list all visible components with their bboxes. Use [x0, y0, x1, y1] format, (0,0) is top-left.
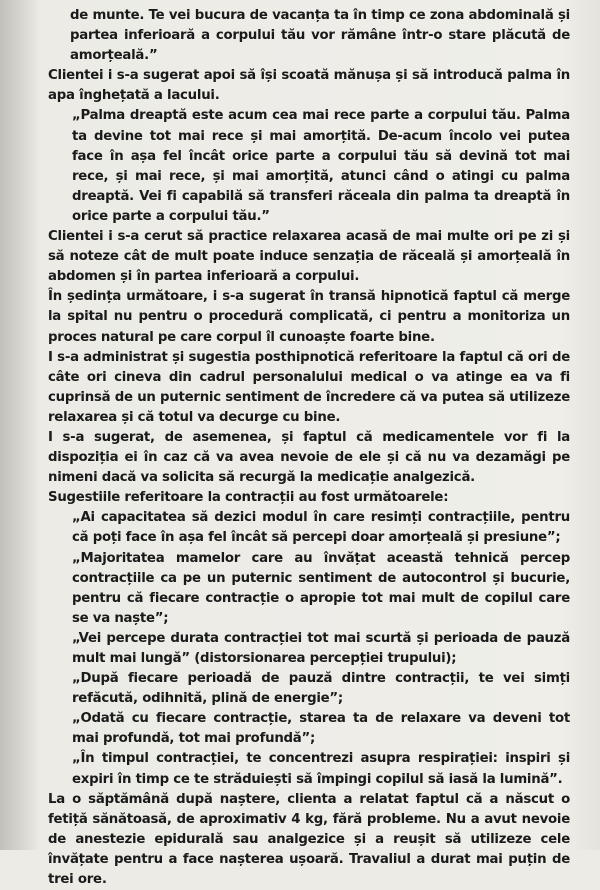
paragraph: Clientei i s-a cerut să practice relaxarea acasă de mai multe ori pe zi și să noteze cât de mult poate induce senzația de răceală și amorțeală în abdomen și în partea inferioară a corpului.: [48, 229, 570, 285]
quoted-suggestion: „Odată cu fiecare contracție, starea ta de relaxare va deveni tot mai profundă, tot mai profundă”;: [72, 711, 570, 747]
quoted-suggestion: „În timpul contracției, te concentrezi asupra respirației: inspiri și expiri în timp ce te străduiești să împingi copilul să iasă la lumină”.: [72, 751, 570, 787]
page-gutter-shadow: [0, 0, 40, 850]
paragraph: La o săptămână după naștere, clienta a relatat faptul că a născut o fetiță sănătoasă, de aproximativ 4 kg, fără probleme. Nu a avut nevoie de anestezie epidurală sau analgezice și a reușit să utilizeze cele învățate pentru a face nașterea ușoară. Travaliul a durat mai puțin de trei ore.: [48, 791, 570, 888]
quoted-suggestion: „Vei percepe durata contracției tot mai scurtă și perioada de pauză mult mai lungă” (distorsionarea percepției trupului);: [72, 630, 570, 666]
paragraph-continuation: de munte. Te vei bucura de vacanța ta în timp ce zona abdominală și partea inferioară a corpului tău vor rămâne într-o stare plăcută de amorțeală.”: [70, 8, 570, 64]
paragraph: Sugestiile referitoare la contracții au fost următoarele:: [48, 490, 449, 506]
paragraph: I s-a administrat și sugestia posthipnotică referitoare la faptul că ori de câte ori cineva din cadrul personalului medical o va atinge ea va fi cuprinsă de un puternic sentiment de încredere că va putea să utilizeze relaxarea și că totul va decurge cu bine.: [48, 349, 570, 425]
paragraph: I s-a sugerat, de asemenea, și faptul că medicamentele vor fi la dispoziția ei în caz că va avea nevoie de ele și că nu va dezamăgi pe nimeni dacă va solicita să recurgă la medicație analgezică.: [48, 429, 570, 486]
quoted-suggestion: „După fiecare perioadă de pauză dintre contracții, te vei simți refăcută, odihnită, plină de energie”;: [72, 671, 570, 707]
quoted-suggestion: „Majoritatea mamelor care au învățat această tehnică percep contracțiile ca pe un puternic sentiment de autocontrol și bucurie, pentru că fiecare contracție o apropie tot mai mult de copilul care se va naște”;: [72, 550, 570, 626]
quoted-suggestion: „Ai capacitatea să dezici modul în care resimți contracțiile, pentru că poți face în așa fel încât să percepi doar amorțeală și presiune”;: [72, 510, 570, 546]
quoted-suggestion: „Palma dreaptă este acum cea mai rece parte a corpului tău. Palma ta devine tot mai rece și mai amorțită. De-acum încolo vei putea face în așa fel încât orice parte a corpului tău să devină tot mai rece, și mai rece, și mai amorțită, atunci când o atingi cu palma dreaptă. Vei fi capabilă să transferi răceala din palma ta dreaptă în orice parte a corpului tău.”: [72, 108, 570, 224]
paragraph: Clientei i s-a sugerat apoi să își scoată mănușa și să introducă palma în apa înghețată a lacului.: [48, 68, 570, 104]
paragraph: În ședința următoare, i s-a sugerat în transă hipnotică faptul că merge la spital nu pentru o procedură complicată, ci pentru a monitoriza un proces natural pe care corpul îl cunoaște foarte bine.: [48, 289, 570, 345]
